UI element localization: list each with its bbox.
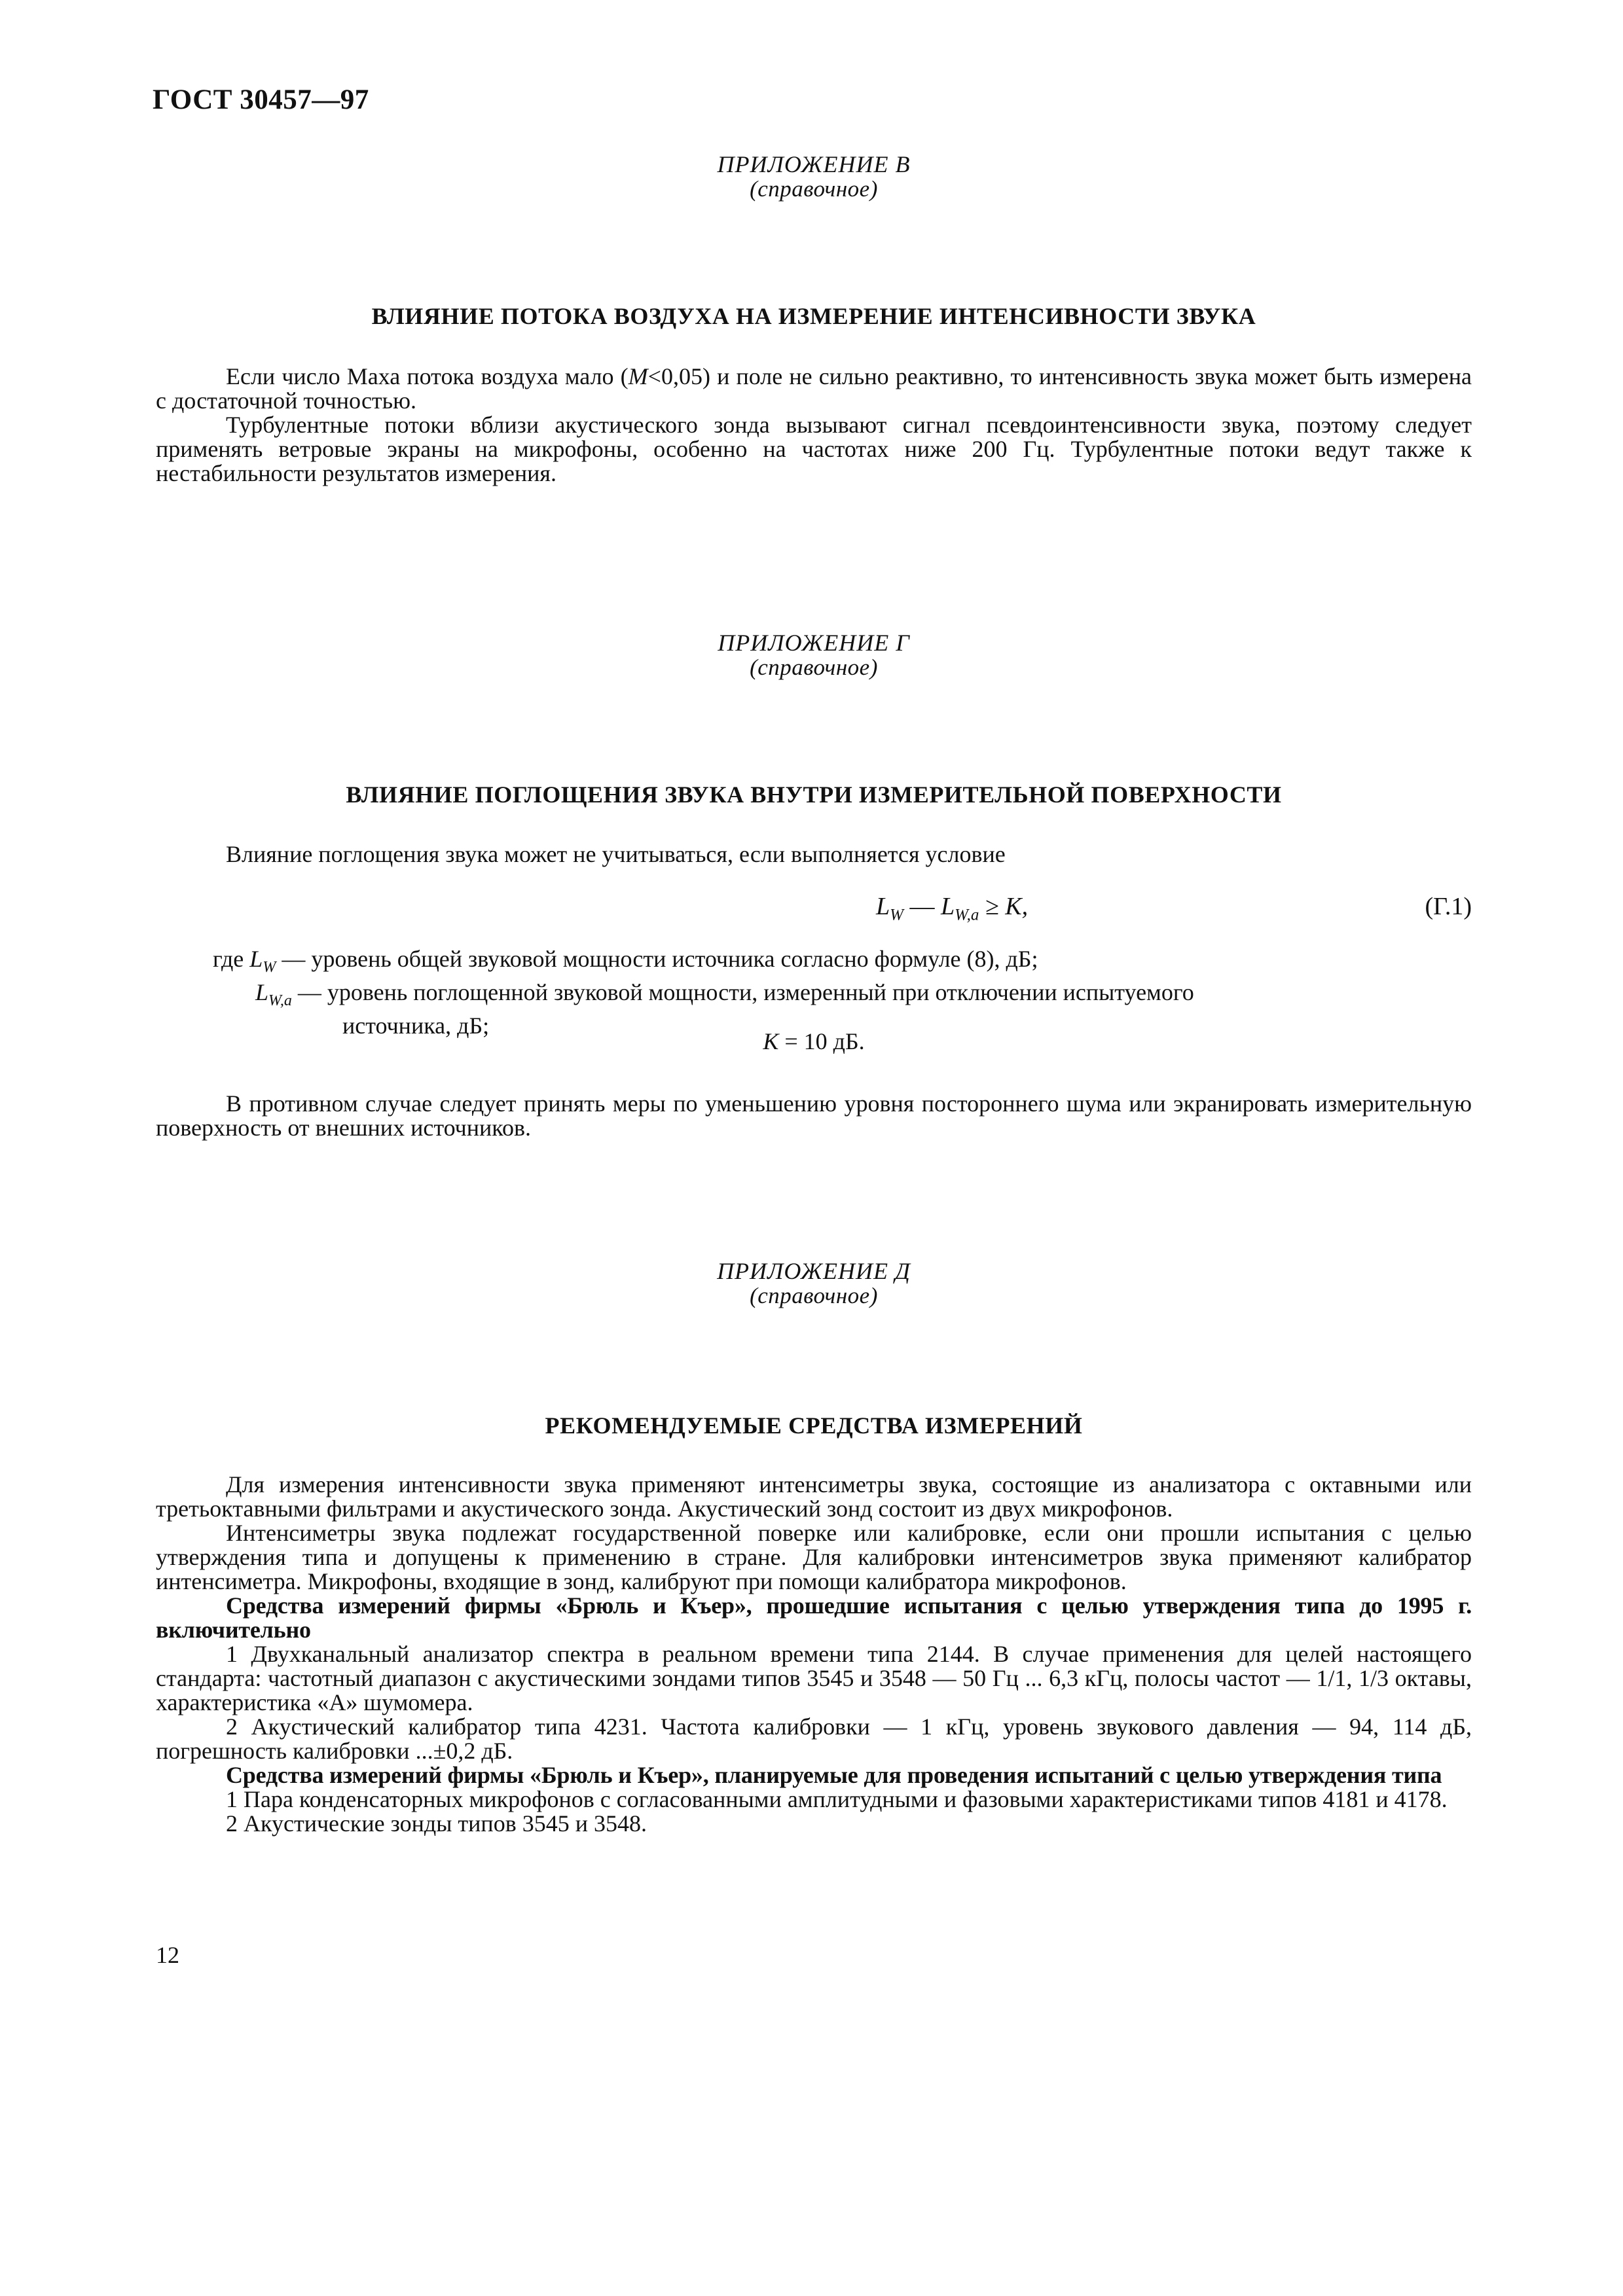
appendix-d-subtitle: (справочное) (750, 1283, 878, 1308)
appendix-v-title: ПРИЛОЖЕНИЕ В (717, 151, 911, 177)
formula-number: (Г.1) (1425, 893, 1472, 920)
appendix-g-final-block (156, 1092, 1472, 1140)
appendix-g-heading: ВЛИЯНИЕ ПОГЛОЩЕНИЯ ЗВУКА ВНУТРИ ИЗМЕРИТЕЛЬНОЙ ПОВЕРХНОСТИ (346, 781, 1282, 808)
appendix-v-heading: ВЛИЯНИЕ ПОТОКА ВОЗДУХА НА ИЗМЕРЕНИЕ ИНТЕНСИВНОСТИ ЗВУКА (371, 303, 1256, 329)
appendix-v-subtitle: (справочное) (750, 176, 878, 202)
appendix-g-title: ПРИЛОЖЕНИЕ Г (718, 630, 910, 656)
appendix-d-item-1: 1 Двухканальный анализатор спектра в реальном времени типа 2144. В случае применения для целей настоящего стандарта: частотный диапазон с акустическими зондами типов 3545 и 3548 — 50 Гц ... 6,3 кГц, полосы частот — 1/1, 1/3 октавы, характеристика «А» шумомера. (156, 1641, 1472, 1715)
appendix-g-intro: Влияние поглощения звука может не учитываться, если выполняется условие (226, 841, 1006, 867)
appendix-v-para-2: Турбулентные потоки вблизи акустического зонда вызывают сигнал псевдоинтенсивности звука, поэтому следует применять ветровые экраны на микрофоны, особенно на частотах ниже 200 Гц. Турбулентные потоки ведут также к нестабильности результатов измерения. (156, 412, 1472, 486)
appendix-d-group-1-title: Средства измерений фирмы «Брюль и Къер», прошедшие испытания с целью утверждения типа до 1995 г. включительно (156, 1592, 1472, 1643)
legend-row-lw: где $L_W$ — уровень общей звуковой мощности источника согласно формуле (8), дБ; (213, 946, 1038, 977)
appendix-d-para-1: Для измерения интенсивности звука применяют интенсиметры звука, состоящие из анализатора с октавными или третьоктавными фильтрами и акустического зонда. Акустический зонд состоит из двух микрофонов. (156, 1471, 1472, 1522)
appendix-d-title-block (156, 1259, 1472, 1308)
appendix-g-title-block (156, 630, 1472, 680)
formula-expression: $L_W$ — $L_{W,a} \ge K$, (876, 893, 1029, 924)
document-code: ГОСТ 30457—97 (153, 84, 369, 115)
formula-legend (213, 946, 1457, 1038)
appendix-d-item-4: 2 Акустические зонды типов 3545 и 3548. (226, 1810, 647, 1837)
legend-row-lwa-cont: источника, дБ; (342, 1013, 490, 1039)
appendix-d-para-2: Интенсиметры звука подлежат государственной поверке или калибровке, если они прошли испытания с целью утверждения типа и допущены к применению в стране. Для калибровки интенсиметров звука применяют калибратор интенсиметра. Микрофоны, входящие в зонд, калибруют при помощи калибратора микрофонов. (156, 1520, 1472, 1594)
legend-row-lwa: $L_{W,a}$ — уровень поглощенной звуковой мощности, измеренный при отключении испытуемого (255, 979, 1194, 1010)
appendix-g-subtitle: (справочное) (750, 655, 878, 680)
appendix-d-title: ПРИЛОЖЕНИЕ Д (717, 1258, 911, 1284)
formula-g1 (156, 892, 1472, 925)
appendix-g-intro-block (156, 842, 1472, 867)
appendix-g-final: В противном случае следует принять меры по уменьшению уровня постороннего шума или экранировать измерительную поверхность от внешних источников. (156, 1090, 1472, 1141)
appendix-v-body (156, 365, 1472, 486)
appendix-d-group-2-title: Средства измерений фирмы «Брюль и Къер», планируемые для проведения испытаний с целью утверждения типа (226, 1762, 1442, 1788)
appendix-v-para-1: Если число Маха потока воздуха мало (M<0,05) и поле не сильно реактивно, то интенсивность звука может быть измерена с достаточной точностью. (156, 363, 1472, 414)
appendix-d-item-2: 2 Акустический калибратор типа 4231. Частота калибровки — 1 кГц, уровень звукового давления — 94, 114 дБ, погрешность калибровки ...±0,2 дБ. (156, 1713, 1472, 1764)
appendix-v-title-block (156, 152, 1472, 202)
legend-row-k: K = 10 дБ. (763, 1028, 865, 1054)
page-number: 12 (156, 1942, 179, 1968)
appendix-d-item-3: 1 Пара конденсаторных микрофонов с согласованными амплитудными и фазовыми характеристиками типов 4181 и 4178. (226, 1786, 1448, 1812)
appendix-d-heading: РЕКОМЕНДУЕМЫЕ СРЕДСТВА ИЗМЕРЕНИЙ (545, 1412, 1083, 1439)
appendix-d-body (156, 1473, 1472, 1836)
